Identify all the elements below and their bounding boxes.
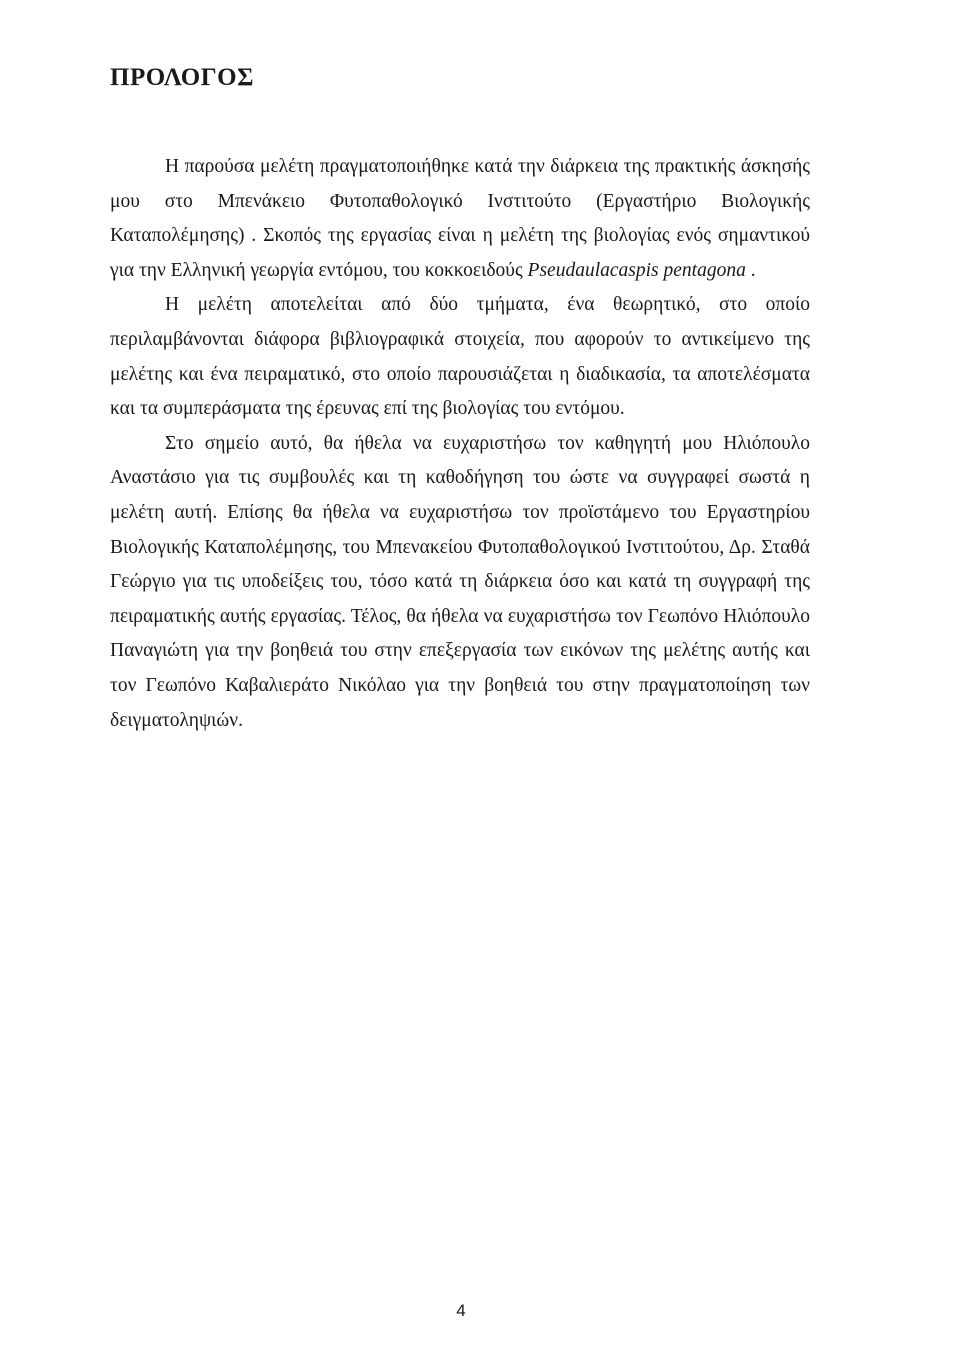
page-number: 4 xyxy=(456,1301,466,1320)
page-title: ΠΡΟΛΟΓΟΣ xyxy=(110,64,254,91)
paragraph-intro-text: Η παρούσα μελέτη πραγματοποιήθηκε κατά την διάρκεια της πρακτικής άσκησής μου στο Μπενάκειο Φυτοπαθολογικό Ινστιτούτο (Εργαστήριο Βιολογικής Καταπολέμησης) . Σκοπός της εργασίας είναι η μελέτη της βιολογίας ενός σημαντικού για την Ελληνική γεωργία εντόμου, του κοκκοειδούς xyxy=(110,156,810,281)
body-text xyxy=(110,150,810,738)
species-name: Pseudaulacaspis pentagona xyxy=(527,259,746,281)
paragraph-acknowledgements: Στο σημείο αυτό, θα ήθελα να ευχαριστήσω τον καθηγητή μου Ηλιόπουλο Αναστάσιο για τις συμβουλές και τη καθοδήγηση του ώστε να συγγραφεί σωστά η μελέτη αυτή. Επίσης θα ήθελα να ευχαριστήσω τον προϊστάμενο του Εργαστηρίου Βιολογικής Καταπολέμησης, του Μπενακείου Φυτοπαθολογικού Ινστιτούτου, Δρ. Σταθά Γεώργιο για τις υποδείξεις του, τόσο κατά τη διάρκεια όσο και κατά τη συγγραφή της πειραματικής αυτής εργασίας. Τέλος, θα ήθελα να ευχαριστήσω τον Γεωπόνο Ηλιόπουλο Παναγιώτη για την βοηθειά του στην επεξεργασία των εικόνων της μελέτης αυτής και τον Γεωπόνο Καβαλιεράτο Νικόλαο για την βοηθειά του στην πραγματοποίηση των δειγματοληψιών. xyxy=(110,432,810,731)
paragraph-intro-end: . xyxy=(745,259,756,281)
paragraph-intro xyxy=(110,150,810,288)
paragraph-structure: Η μελέτη αποτελείται από δύο τμήματα, ένα θεωρητικό, στο οποίο περιλαμβάνονται διάφορα βιβλιογραφικά στοιχεία, που αφορούν το αντικείμενο της μελέτης και ένα πειραματικό, στο οποίο παρουσιάζεται η διαδικασία, τα αποτελέσματα και τα συμπεράσματα της έρευνας επί της βιολογίας του εντόμου. xyxy=(110,294,810,420)
